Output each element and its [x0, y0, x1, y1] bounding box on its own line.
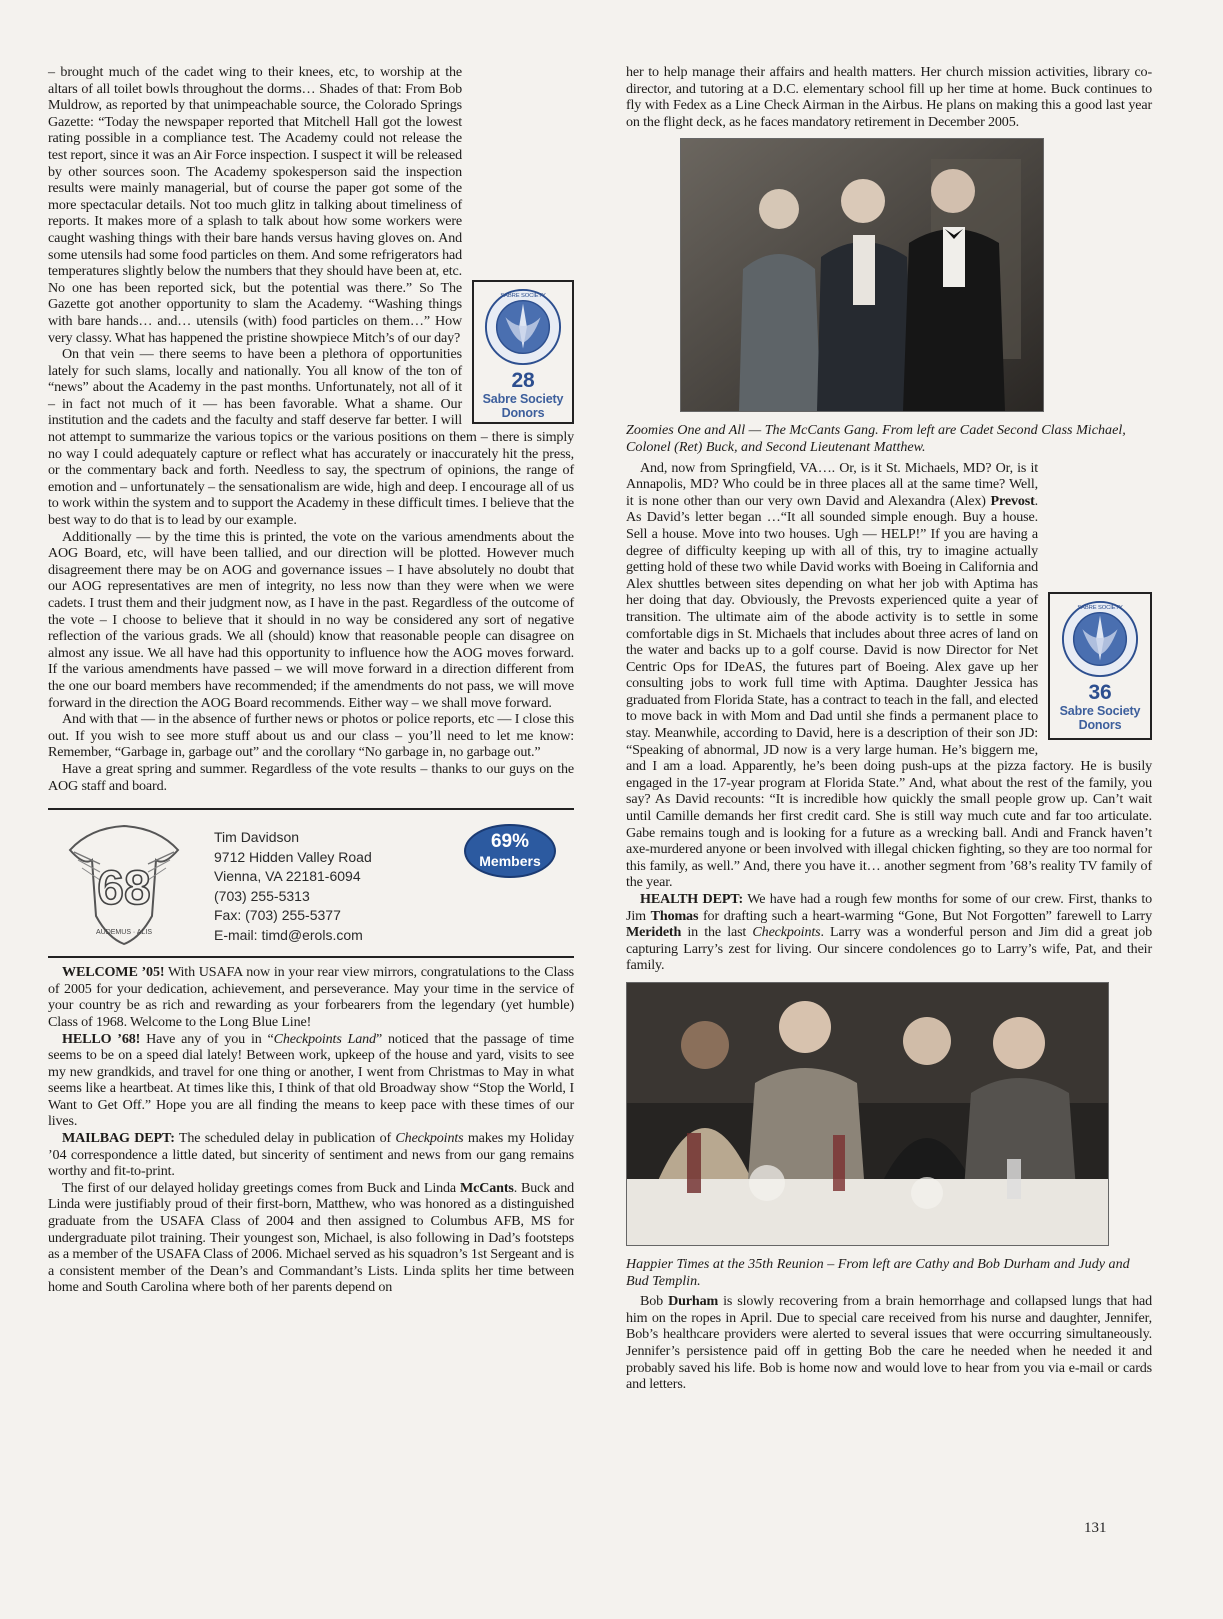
sabre-label-line1: Sabre Society: [482, 392, 564, 406]
photo-caption-reunion: Happier Times at the 35th Reunion – From left are Cathy and Bob Durham and Judy and Bud Templin.: [626, 1255, 1130, 1289]
members-percentage: 69%: [490, 831, 530, 853]
sabre-label-line1: Sabre Society: [1059, 703, 1141, 718]
contact-fax: Fax: (703) 255-5377: [214, 907, 341, 924]
sabre-society-donors-badge: [1048, 592, 1152, 740]
right-column: [626, 64, 1152, 1393]
class-contact-block: [48, 808, 574, 952]
paragraph-gazette: – brought much of the cadet wing to their knees, etc, to worship at the altars of all toilet bowls throughout the dorms… Shades of that: From Bob Muldrow, as reported by that unimpeachable source, the Colorado Springs Gazette: “Today the newspaper reported that Mitchell Hall got the lowest rating possible in a compliance test. The Academy could not release the test report, since it was an Air Force inspection. I suspect it will be released by other sources soon. The Academy spokesperson said the inspection results were mainly managerial, but of course the paper got some of the more spectacular details. Not too much glitz in talking about timeliness of reports. It makes more of a splash to talk about how some workers were caught washing things with their bare hands versus having gloves on. And some utensils had some food particles on them. And some refrigerators had temperatures slightly below the numbers that they should have been at, etc. No one has been reported sick, but the potential was there.” So The Gazette got another opportunity to slam the Academy. “Washing things with bare hands… and… utensils (with) food particles on them…” How very classy. What has happened the pristine showpiece Mitch’s of our day?: [48, 64, 462, 346]
page-number: 131: [1084, 1520, 1107, 1536]
paragraph-close: And with that — in the absence of further news or photos or police reports, etc — I close this out. If you wish to see more stuff about us and our class – you’ll need to let me know: Remember, “Garbage in, garbage out” and the corollary “No garbage in, no garbage out.”: [48, 711, 574, 761]
sabre-donor-count: 28: [511, 369, 535, 392]
paragraph-amendments: Additionally — by the time this is printed, the vote on the various amendments about the AOG Board, etc, will have been tallied, and our direction will be plotted. However much disagreement there may be on AOG and governance issues – I have absolutely no doubt that our AOG representatives are men of integrity, no less now than they were when we were cadets. I trust them and their judgment now, as I have in the past. Regardless of the outcome of the vote – I choose to believe that it should in no way be considered any sort of negative reflection of the various grads. We all (should) know that reasonable people can disagree on almost any issue. We all have had this opportunity to influence how the AOG moves forward. If the various amendments have passed – we will move forward in a direction different from the one our board members have recommended; if the amendments do not pass, we will move forward in the direction the AOG Board recommends. Either way – we shall move forward.: [48, 528, 574, 711]
divider: [48, 956, 574, 958]
health-heading: HEALTH DEPT:: [640, 891, 744, 907]
svg-text:AUDEMUS · ALIS: AUDEMUS · ALIS: [95, 929, 153, 937]
class-1968-crest-icon: [60, 820, 188, 948]
photo-mccants-image: [681, 139, 1043, 411]
hello-heading: HELLO ’68!: [62, 1030, 141, 1047]
members-label: Members: [479, 853, 541, 870]
sabre-society-donors-badge: [472, 280, 574, 424]
paragraph-welcome: WELCOME ’05! With USAFA now in your rear view mirrors, congratulations to the Class of 2005 for your dedication, achievement, and perseverance. May your time in the service of your country be as rich and rewarding as your forbearers from the legendary (yet humble) Class of 1968. Welcome to the Long Blue Line!: [48, 964, 574, 1030]
left-column-content: [48, 64, 574, 1296]
photo-reunion: [626, 982, 1109, 1246]
paragraph-prevost: And, now from Springfield, VA…. Or, is it St. Michaels, MD? Or, is it Annapolis, MD? Who could be in three places all at the same time? Well, it is none other than our very own David and Alexandra (Alex) Prevost. As David’s letter began …“It all sounded simple enough. Buy a house. Sell a house. Move into two houses. Ugh — HELP!” If you are having a degree of difficulty keeping up with all of this, try to imagine actually getting hold of these two while David works with Boeing in California and Alex shuttles between sites depending on what her job with Aptima has her doing that day. Obviously, the Prevosts experienced quite a year of transition. The ultimate aim of the abode activity is to settle in some comfortable digs in St. Michaels that includes about three acres of land on the water and backs up to a golf course. David is now Director for Net Centric Ops for IDeAS, the futures part of Boeing. Alex gave up her consulting jobs to work full time with Aptima. Daughter Jessica has graduated from Florida State, has a contract to teach in the fall, and elected to move back in with Mom and Dad until she finds a permanent place to stay. Meanwhile, according to David, here is a description of their son JD: “Speaking of abnormal, JD now is a very large human. He’s biggern me, and I am a load. Apparently, he’s been doing push-ups at the pizza factory. He is busily engaged in the 17-year program at Florida State.” And, what about the rest of the family, you say? As David recounts: “It is incredible how quickly the small people grow up. Can’t wait until Camille demands her first credit card. She is still way much cute and far too articulate. Gabe remains tough and is looking for a future as a wrecking ball. Andi and Franck haven’t axe-murdered anyone or been involved with illegal chicken fighting, so they are too normal for this family, as well.” And, there you have it… another segment from ’68’s reality TV family of the year.: [626, 459, 1152, 891]
photo-caption-mccants: Zoomies One and All — The McCants Gang. From left are Cadet Second Class Michael, Colonel (Ret) Buck, and Second Lieutenant Matthew.: [626, 422, 1126, 455]
paragraph-health: HEALTH DEPT: We have had a rough few months for some of our crew. First, thanks to Jim Thomas for drafting such a heart-warming “Gone, But Not Forgotten” farewell to Larry Merideth in the last Checkpoints. Larry was a wonderful person and Jim did a great job capturing Larry’s zest for living. Our sincere condolences go to Larry’s wife, Pat, and their family.: [626, 891, 1153, 974]
welcome-heading: WELCOME ’05!: [62, 964, 165, 981]
mailbag-heading: MAILBAG DEPT:: [62, 1130, 175, 1147]
contact-phone: (703) 255-5313: [214, 887, 310, 904]
contact-street: 9712 Hidden Valley Road: [214, 848, 372, 865]
contact-city: Vienna, VA 22181-6094: [214, 868, 361, 885]
paragraph-mccants-cont: her to help manage their affairs and health matters. Her church mission activities, library co-director, and tutoring at a D.C. elementary school fill up her time at home. Buck continues to fly with Fedex as a Line Check Airman in the Airbus. He plans on making this a good last year on the flight deck, as he faces mandatory retirement in December 2005.: [626, 64, 1152, 130]
sabre-donor-count: 36: [1088, 680, 1112, 704]
sabre-label-line2: Donors: [501, 406, 545, 420]
sabre-society-seal-icon: [484, 288, 562, 366]
contact-email[interactable]: E-mail: timd@erols.com: [214, 926, 363, 943]
svg-text:68: 68: [97, 862, 151, 916]
contact-name: Tim Davidson: [214, 829, 300, 846]
sabre-label-line2: Donors: [1078, 717, 1122, 732]
contact-info: [214, 828, 372, 945]
members-percentage-badge: [464, 824, 556, 878]
paragraph-durham: Bob Durham is slowly recovering from a brain hemorrhage and collapsed lungs that had him on the ropes in April. Due to special care received from his nurse and daughter, Jennifer, Bob’s healthcare providers were alerted to several issues that were occurring simultaneously. Jennifer’s persistence paid off in getting Bob the care he needed when he needed it and probably saved his life. Bob is home now and would love to hear from you via e-mail or cards and letters.: [626, 1293, 1153, 1393]
svg-text:SABRE SOCIETY: SABRE SOCIETY: [500, 292, 546, 299]
svg-text:SABRE SOCIETY: SABRE SOCIETY: [1077, 604, 1123, 611]
paragraph-mccants: The first of our delayed holiday greetings comes from Buck and Linda McCants. Buck and Linda were justifiably proud of their first-born, Matthew, who was honored as a distinguished graduate from the USAFA Class of 2004 and then assigned to Columbus AFB, MS for undergraduate pilot training. Their youngest son, Michael, is also following in Dad’s footsteps as a member of the USAFA Class of 2006. Michael served as his squadron’s 1st Sergeant and is a consistent member of the Dean’s and Commandant’s Lists. Linda splits her time between home and South Carolina where both of her parents depend on: [48, 1179, 574, 1296]
sabre-society-seal-icon: [1061, 600, 1139, 678]
paragraph-mailbag: MAILBAG DEPT: The scheduled delay in publication of Checkpoints makes my Holiday ’04 correspondence a little dated, but sincerity of sentiment and news from our gang remains worthy and fit-to-print.: [48, 1130, 574, 1180]
photo-mccants-family: [680, 138, 1044, 412]
paragraph-plethora: On that vein — there seems to have been a plethora of opportunities lately for such slams, locally and nationally. You all know of the ton of “news” about the Academy in the past months. Unfortunately, not all of it – in fact not much of it — has been favorable. What a shame. Our institution and the cadets and the faculty and staff deserve far better. I will not attempt to summarize the various topics or the various positions on them – there is simply no way I could adequately capture or reflect what has accurately or inaccurately hit the press, or the commentary back and forth. Needless to say, the spectrum of opinions, the range of emotion and – unfortunately – the sensationalism are wide, high and deep. I encourage all of us to work within the system and to support the Academy in these difficult times. I believe that the best way to do that is to lead by our example.: [48, 346, 574, 529]
paragraph-hello: HELLO ’68! Have any of you in “Checkpoints Land” noticed that the passage of time seems to be on a speed dial lately! Between work, upkeep of the house and yard, visits to see my new grandkids, and travel for one thing or another, I went from Christmas to May in what seems like a heartbeat. At times like this, I think of that old Broadway show “Stop the World, I Want to Get Off.” Hope you are all finding the means to keep pace with these times of our lives.: [48, 1030, 574, 1130]
photo-reunion-image: [627, 983, 1108, 1245]
paragraph-thanks: Have a great spring and summer. Regardless of the vote results – thanks to our guys on the AOG staff and board.: [48, 760, 574, 794]
